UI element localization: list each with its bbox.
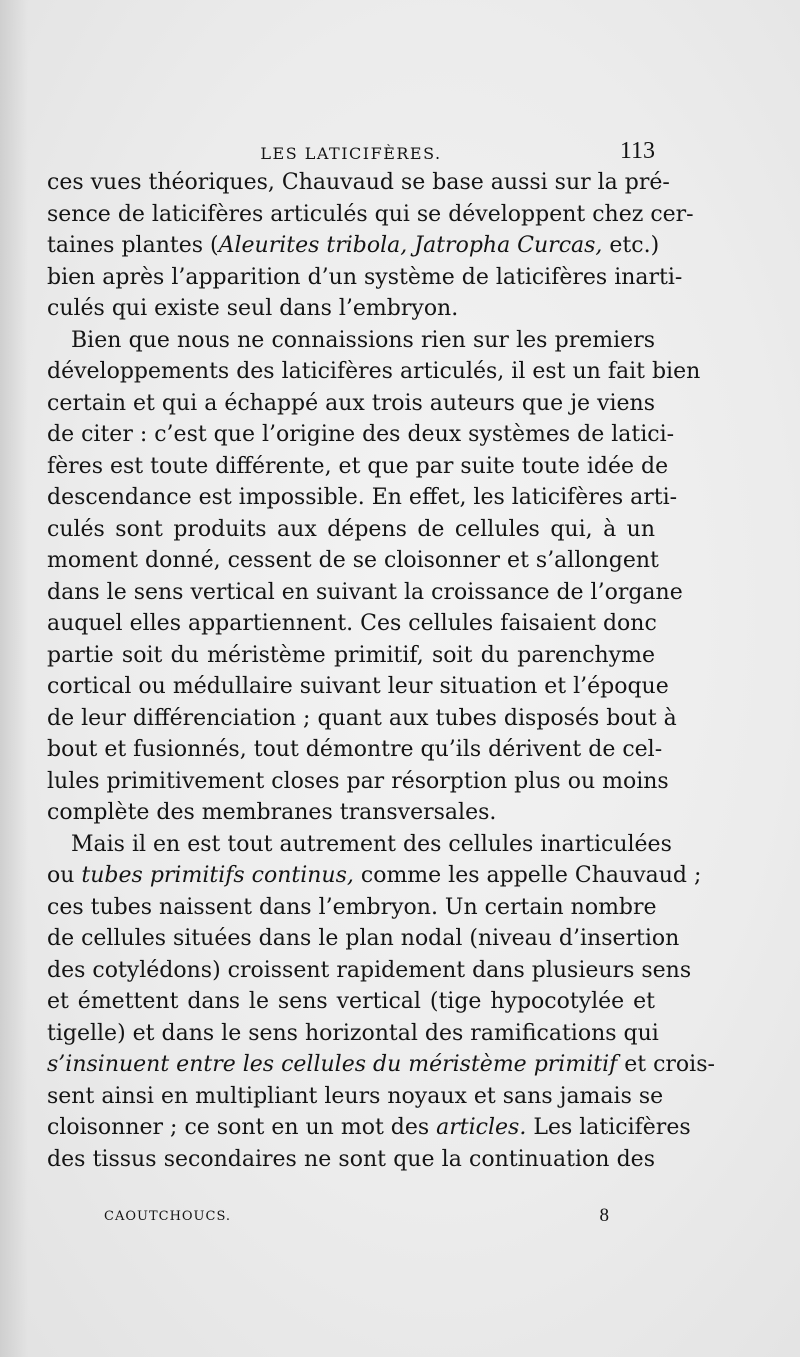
text-line: bien après l’apparition d’un système de laticifères inarti- (47, 264, 683, 290)
text-line: des tissus secondaires ne sont que la continuation des (47, 1146, 655, 1172)
text-line: auquel elles appartiennent. Ces cellules faisaient donc (47, 611, 657, 636)
italic-phrase: s’insinuent entre les cellules du méristème primitif (47, 1052, 618, 1077)
text-line: complète des membranes transversales. (47, 800, 497, 825)
paragraph-start-line: Bien que nous ne connaissions rien sur les premiers (71, 327, 655, 353)
text-line: moment donné, cessent de se cloisonner et s’allongent (47, 548, 659, 573)
text-line: partie soit du méristème primitif, soit du parenchyme (47, 642, 655, 668)
italic-species-names: Aleurites tribola, Jatropha Curcas, (218, 233, 603, 258)
text-line: tigelle) et dans le sens horizontal des ramifications qui (47, 1020, 659, 1046)
page-footer (104, 1205, 609, 1229)
text-line: culés qui existe seul dans l’embryon. (47, 296, 459, 321)
text-line: s’insinuent entre les cellules du méristème primitif et crois- (47, 1052, 715, 1077)
text-line: de citer : c’est que l’origine des deux systèmes de latici- (47, 422, 675, 447)
signature-mark: CAOUTCHOUCS. (104, 1209, 232, 1224)
text-line: de cellules situées dans le plan nodal (niveau d’insertion (47, 926, 680, 951)
italic-term: articles. (436, 1115, 527, 1140)
body-text (47, 167, 715, 1175)
running-head (47, 138, 655, 168)
text-line: descendance est impossible. En effet, les laticifères arti- (47, 485, 678, 510)
text-line: taines plantes (Aleurites tribola, Jatropha Curcas, etc.) (47, 233, 660, 258)
text-line: certain et qui a échappé aux trois auteurs que je viens (47, 390, 655, 416)
text-line: cortical ou médullaire suivant leur situation et l’époque (47, 674, 669, 699)
text-line: culés sont produits aux dépens de cellules qui, à un (47, 516, 655, 542)
text-line: sent ainsi en multipliant leurs noyaux et sans jamais se (47, 1083, 664, 1109)
text-line: cloisonner ; ce sont en un mot des articles. Les laticifères (47, 1115, 691, 1140)
page-number: 113 (619, 138, 655, 164)
signature-number: 8 (599, 1205, 609, 1226)
text-line: bout et fusionnés, tout démontre qu’ils dérivent de cel- (47, 737, 663, 762)
text-line: développements des laticifères articulés, il est un fait bien (47, 359, 701, 384)
italic-term: tubes primitifs continus, (81, 863, 354, 888)
text-line: de leur différenciation ; quant aux tubes disposés bout à (47, 705, 677, 731)
text-line: dans le sens vertical en suivant la croissance de l’organe (47, 579, 683, 605)
paragraph-start-line: Mais il en est tout autrement des cellules inarticulées (71, 831, 672, 857)
text-line: ces tubes naissent dans l’embryon. Un certain nombre (47, 894, 657, 920)
running-title: LES LATICIFÈRES. (260, 144, 442, 163)
text-line: ou tubes primitifs continus, comme les appelle Chauvaud ; (47, 863, 702, 888)
text-line: fères est toute différente, et que par suite toute idée de (47, 453, 669, 479)
text-line: ces vues théoriques, Chauvaud se base aussi sur la pré- (47, 170, 670, 195)
text-line: lules primitivement closes par résorption plus ou moins (47, 768, 669, 794)
text-line: sence de laticifères articulés qui se développent chez cer- (47, 201, 694, 227)
text-line: et émettent dans le sens vertical (tige hypocotylée et (47, 989, 655, 1014)
text-line: des cotylédons) croissent rapidement dans plusieurs sens (47, 957, 692, 983)
